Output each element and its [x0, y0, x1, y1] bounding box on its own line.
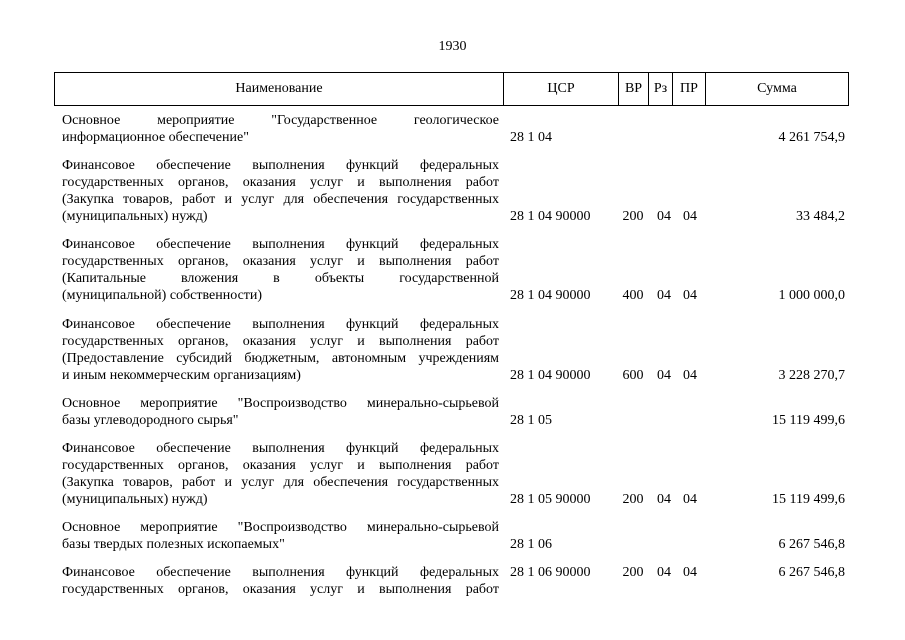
row-sum: 15 119 499,6 — [772, 413, 845, 428]
row-name-line: (Закупка товаров, работ и услуг для обеспечения государственных — [62, 192, 499, 207]
row-csr: 28 1 04 90000 — [510, 288, 591, 303]
row-name — [62, 316, 499, 384]
row-name — [62, 157, 499, 225]
row-csr: 28 1 05 — [510, 413, 552, 428]
row-csr: 28 1 04 90000 — [510, 209, 591, 224]
row-name-line: (муниципальной) собственности) — [62, 288, 263, 303]
row-name-line: (муниципальных) нужд) — [62, 492, 208, 507]
row-name-line: государственных органов, оказания услуг и выполнения работ — [62, 334, 499, 349]
row-pr: 04 — [683, 492, 697, 507]
row-pr: 04 — [683, 368, 697, 383]
row-name-line: государственных органов, оказания услуг и выполнения работ — [62, 458, 499, 473]
row-name — [62, 395, 499, 429]
header-rz: Рз — [648, 73, 672, 105]
row-rz: 04 — [657, 368, 671, 383]
row-rz: 04 — [657, 288, 671, 303]
row-name-line: базы твердых полезных ископаемых" — [62, 537, 285, 552]
row-pr: 04 — [683, 565, 697, 580]
header-csr: ЦСР — [503, 73, 618, 105]
row-pr: 04 — [683, 209, 697, 224]
row-csr: 28 1 04 — [510, 130, 552, 145]
table-header — [54, 72, 849, 106]
row-pr: 04 — [683, 288, 697, 303]
row-name — [62, 519, 499, 553]
row-sum: 1 000 000,0 — [778, 288, 845, 303]
row-name-line: Основное мероприятие "Государственное геологическое — [62, 113, 499, 128]
row-vr: 600 — [622, 368, 644, 383]
row-name-line: (Предоставление субсидий бюджетным, автономным учреждениям — [62, 351, 499, 366]
row-sum: 15 119 499,6 — [772, 492, 845, 507]
row-vr: 200 — [622, 209, 644, 224]
row-csr: 28 1 04 90000 — [510, 368, 591, 383]
row-rz: 04 — [657, 565, 671, 580]
row-csr: 28 1 05 90000 — [510, 492, 591, 507]
header-name: Наименование — [235, 81, 323, 96]
page-number: 1930 — [438, 39, 467, 54]
row-name-line: Финансовое обеспечение выполнения функций федеральных — [62, 565, 499, 580]
row-name-line: базы углеводородного сырья" — [62, 413, 239, 428]
row-sum: 3 228 270,7 — [778, 368, 845, 383]
row-vr: 200 — [622, 565, 644, 580]
row-name-line: Финансовое обеспечение выполнения функций федеральных — [62, 317, 499, 332]
row-vr: 200 — [622, 492, 644, 507]
row-name — [62, 236, 499, 304]
row-name-line: информационное обеспечение" — [62, 130, 249, 145]
row-csr: 28 1 06 90000 — [510, 565, 591, 580]
header-pr: ПР — [672, 73, 705, 105]
row-vr: 400 — [622, 288, 644, 303]
row-name — [62, 564, 499, 598]
row-name-line: государственных органов, оказания услуг и выполнения работ — [62, 254, 499, 269]
row-name-line: Финансовое обеспечение выполнения функций федеральных — [62, 237, 499, 252]
row-sum: 4 261 754,9 — [778, 130, 845, 145]
row-name-line: Основное мероприятие "Воспроизводство минерально-сырьевой — [62, 520, 499, 535]
row-csr: 28 1 06 — [510, 537, 552, 552]
row-name-line: и иным некоммерческим организациям) — [62, 368, 301, 383]
row-sum: 6 267 546,8 — [778, 537, 845, 552]
row-name-line: Финансовое обеспечение выполнения функций федеральных — [62, 158, 499, 173]
row-name — [62, 440, 499, 508]
row-name-line: (Капитальные вложения в объекты государственной — [62, 271, 499, 286]
row-name-line: государственных органов, оказания услуг и выполнения работ — [62, 175, 499, 190]
header-sum: Сумма — [705, 73, 848, 105]
header-vr: ВР — [618, 73, 648, 105]
row-name-line: (муниципальных) нужд) — [62, 209, 208, 224]
row-name-line: (Закупка товаров, работ и услуг для обеспечения государственных — [62, 475, 499, 490]
row-sum: 6 267 546,8 — [778, 565, 845, 580]
row-name-line: Основное мероприятие "Воспроизводство минерально-сырьевой — [62, 396, 499, 411]
row-name-line: государственных органов, оказания услуг и выполнения работ — [62, 582, 499, 597]
row-rz: 04 — [657, 492, 671, 507]
row-sum: 33 484,2 — [796, 209, 845, 224]
row-rz: 04 — [657, 209, 671, 224]
row-name-line: Финансовое обеспечение выполнения функций федеральных — [62, 441, 499, 456]
row-name — [62, 112, 499, 146]
